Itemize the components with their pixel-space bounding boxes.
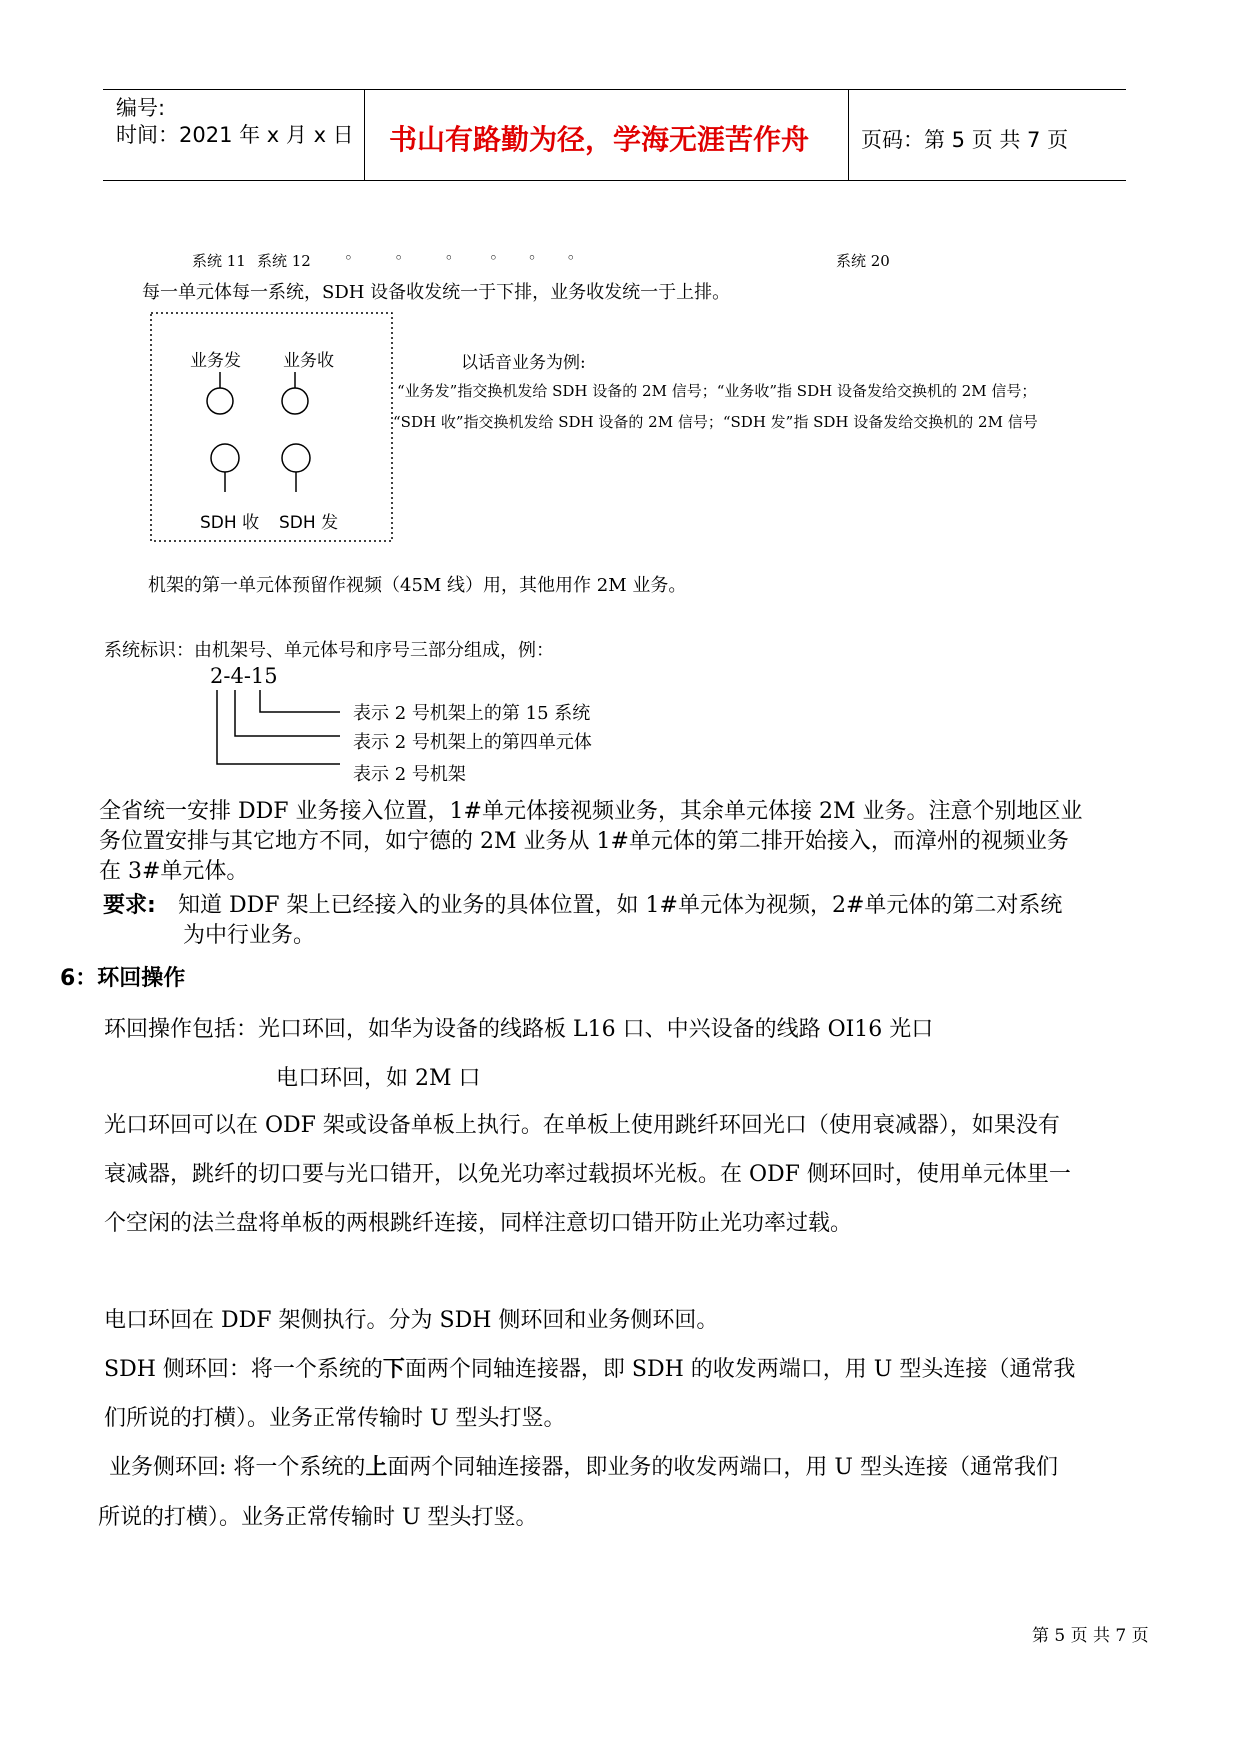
connector-diagram xyxy=(148,310,398,550)
province-line-1: 全省统一安排 DDF 业务接入位置，1#单元体接视频业务，其余单元体接 2M 业务。注意个别地区业 xyxy=(99,799,1083,824)
sysid-code: 2-4-15 xyxy=(210,664,278,688)
header-divider-right xyxy=(848,89,849,181)
loop-types-line-2: 电口环回，如 2M 口 xyxy=(276,1066,481,1091)
bracket-unit xyxy=(235,690,340,736)
label-service-send: 业务发 xyxy=(190,351,241,371)
sysid-desc-sequence: 表示 2 号机架上的第 15 系统 xyxy=(353,703,591,724)
dot-4: ◦ xyxy=(488,249,499,267)
dot-6: ◦ xyxy=(566,249,577,267)
intro-line: 每一单元体每一系统，SDH 设备收发统一于下排，业务收发统一于上排。 xyxy=(142,282,731,303)
sysid-desc-rack: 表示 2 号机架 xyxy=(353,764,466,785)
sdh-loop-line-1 xyxy=(104,1352,1075,1383)
label-service-recv: 业务收 xyxy=(283,351,334,371)
requirement-line-2: 为中行业务。 xyxy=(183,923,316,948)
section-6-heading: 6：环回操作 xyxy=(60,966,186,991)
header-bottom-rule xyxy=(103,180,1126,181)
optical-line-2: 衰减器，跳纤的切口要与光口错开，以免光功率过载损坏光板。在 ODF 侧环回时，使用单元体里一 xyxy=(104,1162,1071,1187)
optical-line-1: 光口环回可以在 ODF 架或设备单板上执行。在单板上使用跳纤环回光口（使用衰减器），如果没有 xyxy=(104,1113,1060,1138)
header-divider-left xyxy=(364,89,365,181)
requirement-label: 要求: xyxy=(103,893,156,918)
sdh-loop-emphasis: 下 xyxy=(382,1356,405,1382)
diagram-dotted-frame xyxy=(151,313,392,541)
header-code-label: 编号: xyxy=(116,96,166,120)
sdh-recv-connector xyxy=(211,444,239,472)
example-line-2: “SDH 收”指交换机发给 SDH 设备的 2M 信号；“SDH 发”指 SDH 设备发给交换机的 2M 信号 xyxy=(393,413,1038,431)
province-line-3: 在 3#单元体。 xyxy=(99,859,249,884)
sdh-loop-suffix: 面两个同轴连接器，即 SDH 的收发两端口，用 U 型头连接（通常我 xyxy=(404,1357,1076,1382)
service-loop-line-2: 所说的打横）。业务正常传输时 U 型头打竖。 xyxy=(98,1505,538,1530)
optical-line-3: 个空闲的法兰盘将单板的两根跳纤连接，同样注意切口错开防止光功率过载。 xyxy=(104,1211,853,1236)
system-12-label: 系统 12 xyxy=(257,252,311,270)
header-page-number: 页码：第 5 页 共 7 页 xyxy=(861,128,1069,152)
service-loop-emphasis: 上 xyxy=(365,1454,388,1480)
header-motto: 书山有路勤为径，学海无涯苦作舟 xyxy=(389,123,810,156)
service-loop-line-1 xyxy=(109,1450,1058,1481)
dot-2: ◦ xyxy=(394,249,405,267)
sdh-loop-line-2: 们所说的打横）。业务正常传输时 U 型头打竖。 xyxy=(104,1406,566,1431)
dot-1: ◦ xyxy=(344,249,354,267)
header-time: 时间：2021 年 x 月 x 日 xyxy=(116,123,354,147)
sysid-desc-unit: 表示 2 号机架上的第四单元体 xyxy=(353,732,592,753)
label-sdh-send: SDH 发 xyxy=(279,513,339,533)
loop-types-line-1: 环回操作包括：光口环回，如华为设备的线路板 L16 口、中兴设备的线路 OI16 光口 xyxy=(104,1017,934,1042)
dot-row xyxy=(344,249,576,267)
dot-5: ◦ xyxy=(527,249,538,267)
rack-note: 机架的第一单元体预留作视频（45M 线）用，其他用作 2M 业务。 xyxy=(148,575,687,596)
dot-3: ◦ xyxy=(444,249,455,267)
sysid-bracket-lines xyxy=(210,688,350,778)
electric-loop-line: 电口环回在 DDF 架侧执行。分为 SDH 侧环回和业务侧环回。 xyxy=(104,1308,719,1333)
system-20-label: 系统 20 xyxy=(836,252,890,270)
province-line-2: 务位置安排与其它地方不同，如宁德的 2M 业务从 1#单元体的第二排开始接入，而漳州的视频业务 xyxy=(99,829,1069,854)
system-11-label: 系统 11 xyxy=(192,252,246,270)
service-loop-prefix: 业务侧环回: 将一个系统的 xyxy=(109,1455,366,1480)
example-line-1: “业务发”指交换机发给 SDH 设备的 2M 信号；“业务收”指 SDH 设备发给交换机的 2M 信号； xyxy=(397,382,1037,400)
example-title: 以话音业务为例: xyxy=(461,353,586,373)
footer-page-number: 第 5 页 共 7 页 xyxy=(1032,1626,1149,1646)
sysid-intro: 系统标识：由机架号、单元体号和序号三部分组成，例： xyxy=(104,640,554,661)
recv-connector xyxy=(282,388,308,414)
service-loop-suffix: 面两个同轴连接器，即业务的收发两端口，用 U 型头连接（通常我们 xyxy=(387,1455,1058,1480)
sdh-loop-prefix: SDH 侧环回：将一个系统的 xyxy=(104,1357,383,1382)
bracket-sequence xyxy=(260,690,340,712)
label-sdh-recv: SDH 收 xyxy=(200,513,260,533)
sdh-send-connector xyxy=(282,444,310,472)
requirement-line-1: 知道 DDF 架上已经接入的业务的具体位置，如 1#单元体为视频，2#单元体的第二对系统 xyxy=(178,893,1063,918)
send-connector xyxy=(207,388,233,414)
header-top-rule xyxy=(103,89,1126,90)
